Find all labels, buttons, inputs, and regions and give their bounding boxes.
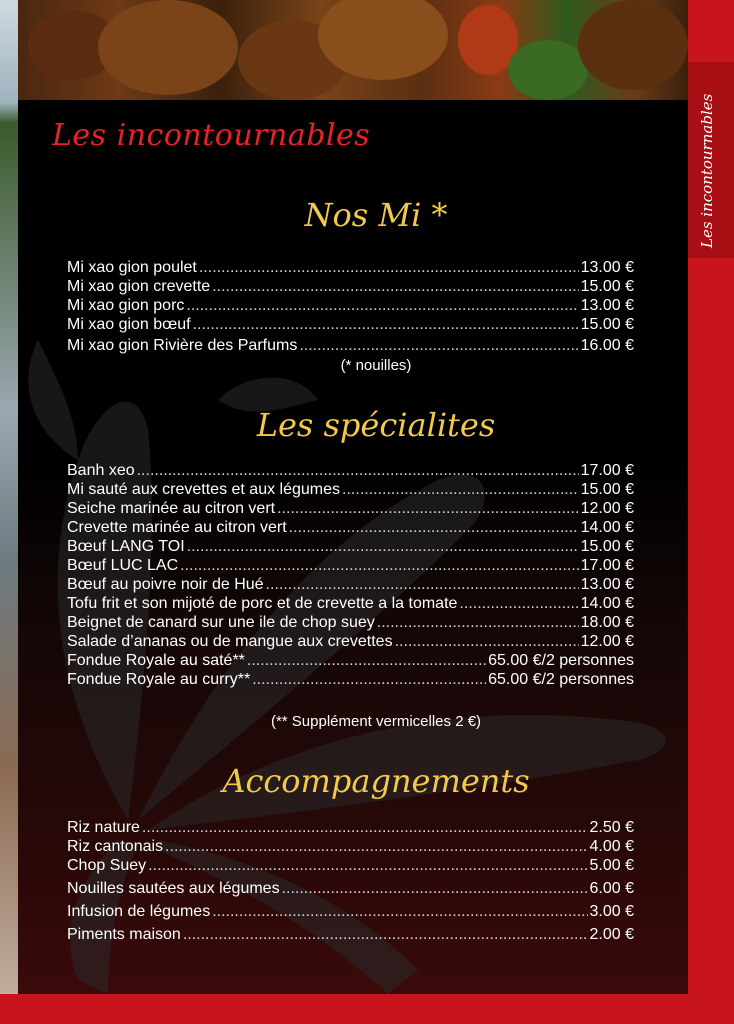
menu-item: Mi sauté aux crevettes et aux légumes ..... 15.00 € [67, 480, 634, 499]
menu-item: Crevette marinée au citron vert ..... 14.00 € [67, 518, 634, 537]
menu-item: Tofu frit et son mijoté de porc et de crevette a la tomate ..... 14.00 € [67, 594, 634, 613]
menu-item: Mi xao gion crevette ..... 15.00 € [67, 277, 634, 296]
section-title-accompagnements: Accompagnements [222, 762, 530, 800]
nos-mi-footnote: (* nouilles) [340, 357, 412, 374]
section-title-nos-mi: Nos Mi * [304, 196, 448, 234]
menu-item: Piments maison ..... 2.00 € [67, 925, 634, 944]
menu-item: Bœuf au poivre noir de Hué ..... 13.00 € [67, 575, 634, 594]
menu-item: Bœuf LANG TOI ..... 15.00 € [67, 537, 634, 556]
menu-item: Riz cantonais ..... 4.00 € [67, 837, 634, 856]
menu-item: Nouilles sautées aux légumes ..... 6.00 € [67, 879, 634, 898]
bottom-red-band [0, 994, 734, 1024]
nos-mi-list [67, 258, 634, 355]
menu-item: Riz nature ..... 2.50 € [67, 818, 634, 837]
menu-item: Beignet de canard sur une ile de chop suey ..... 18.00 € [67, 613, 634, 632]
menu-item: Chop Suey ..... 5.00 € [67, 856, 634, 875]
menu-item: Fondue Royale au curry** ..... 65.00 €/2 personnes [67, 670, 634, 689]
section-title-specialites: Les spécialites [256, 406, 496, 444]
menu-item: Salade d’ananas ou de mangue aux crevettes ..... 12.00 € [67, 632, 634, 651]
specialites-footnote: (** Supplément vermicelles 2 €) [270, 713, 482, 730]
right-red-band [688, 0, 734, 1024]
menu-item: Fondue Royale au saté** ..... 65.00 €/2 personnes [67, 651, 634, 670]
menu-item: Mi xao gion poulet ..... 13.00 € [67, 258, 634, 277]
specialites-list [67, 461, 634, 689]
accompagnements-list [67, 818, 634, 944]
menu-item: Mi xao gion Rivière des Parfums ..... 16.00 € [67, 336, 634, 355]
food-photo-banner [18, 0, 688, 102]
menu-item: Infusion de légumes ..... 3.00 € [67, 902, 634, 921]
page-title: Les incontournables [52, 118, 371, 153]
menu-item: Bœuf LUC LAC ..... 17.00 € [67, 556, 634, 575]
menu-item: Mi xao gion porc ..... 13.00 € [67, 296, 634, 315]
left-photo-strip [0, 0, 18, 1024]
side-tab-label: Les incontournables [698, 93, 716, 248]
menu-item: Mi xao gion bœuf ..... 15.00 € [67, 315, 634, 334]
menu-item: Seiche marinée au citron vert ..... 12.00 € [67, 499, 634, 518]
menu-item: Banh xeo ..... 17.00 € [67, 461, 634, 480]
